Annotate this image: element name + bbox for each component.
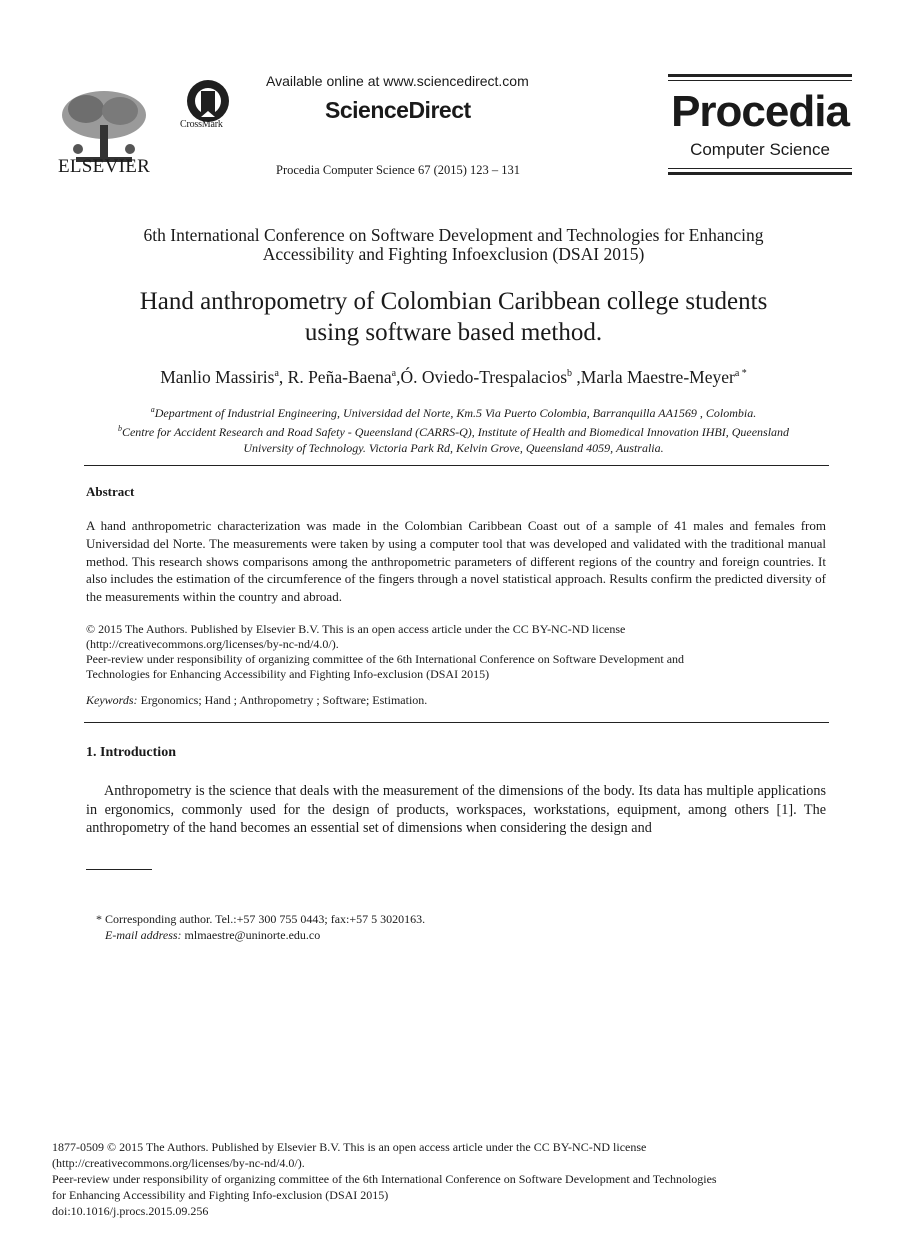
author-affiliation-mark: b — [567, 368, 573, 380]
footer-line-3: Peer-review under responsibility of organizing committee of the 6th International Conference on Software Development and Technologies — [52, 1172, 717, 1186]
footnote-rule — [86, 869, 152, 870]
email-line — [96, 927, 425, 943]
introduction-text: Anthropometry is the science that deals with the measurement of the dimensions of the body. Its data has multiple applications in ergonomics, commonly used for the design of products, workspaces, workstations, equipment, among others [1]. The anthropometry of the hand becomes an essential set of dimensions when considering the design and — [86, 783, 826, 836]
affiliation-b — [60, 421, 847, 440]
affiliation-b-text-2: University of Technology. Victoria Park Rd, Kelvin Grove, Queensland 4059, Australia. — [243, 441, 664, 455]
page-footer — [52, 1139, 812, 1219]
abstract-text: A hand anthropometric characterization was made in the Colombian Caribbean Coast out of a sample of 41 males and females from Universidad del Norte. The measurements were taken by using a computer tool that was developed and validated with the traditional manual method. This research shows comparisons among the anthropometric parameters of different regions of the country and foreign countries. It also includes the estimation of the circumference of the fingers through a novel statistical approach. Results confirm the predicted diversity of the measurements within the country and abroad. — [86, 518, 826, 605]
procedia-top-rule-thin — [668, 80, 852, 81]
footer-line-1: 1877-0509 © 2015 The Authors. Published by Elsevier B.V. This is an open access article under the CC BY-NC-ND license — [52, 1140, 647, 1154]
paper-title-line-2: using software based method. — [304, 319, 603, 346]
author-affiliation-mark: a — [391, 368, 397, 380]
procedia-title: Procedia — [671, 87, 849, 136]
available-online-text: Available online at www.sciencedirect.com — [266, 73, 529, 89]
procedia-subtitle: Computer Science — [690, 140, 830, 159]
abstract-heading: Abstract — [86, 484, 135, 499]
email-label: E-mail address: — [105, 928, 182, 942]
email-address[interactable]: mlmaestre@uninorte.edu.co — [184, 928, 321, 942]
author-name: Marla Maestre-Meyer — [580, 367, 735, 387]
procedia-top-rule — [668, 74, 852, 77]
divider-bottom — [84, 722, 829, 723]
author-name: Manlio Massiris — [160, 367, 275, 387]
author-name: R. Peña-Baena — [287, 367, 392, 387]
keywords-list: Ergonomics; Hand ; Anthropometry ; Software; Estimation. — [140, 693, 428, 707]
paper-title-line-1: Hand anthropometry of Colombian Caribbean college students — [139, 288, 768, 315]
footnote — [96, 911, 425, 943]
keywords — [86, 693, 427, 708]
affiliation-a-text: Department of Industrial Engineering, Universidad del Norte, Km.5 Via Puerto Colombia, Barranquilla AA1569 , Colombia. — [154, 406, 757, 420]
affiliation-a — [60, 402, 847, 421]
footer-line-4: for Enhancing Accessibility and Fighting Info-exclusion (DSAI 2015) — [52, 1188, 389, 1202]
author-affiliation-mark: a — [274, 368, 279, 380]
footer-license-link[interactable]: (http://creativecommons.org/licenses/by-nc-nd/4.0/). — [52, 1156, 305, 1170]
elsevier-wordmark: ELSEVIER — [58, 156, 151, 177]
paper-title — [60, 286, 847, 348]
author-affiliation-mark: a * — [734, 368, 747, 380]
license-line-1: © 2015 The Authors. Published by Elsevier B.V. This is an open access article under the CC BY-NC-ND license — [86, 622, 626, 636]
affiliation-a-mark: a — [150, 405, 155, 414]
corresponding-author-note: * Corresponding author. Tel.:+57 300 755 0443; fax:+57 5 3020163. — [96, 912, 426, 926]
author-name: Ó. Oviedo-Trespalacios — [400, 367, 568, 387]
affiliations — [60, 402, 847, 456]
journal-reference: Procedia Computer Science 67 (2015) 123 – 131 — [276, 163, 521, 177]
procedia-bottom-rule — [668, 172, 852, 175]
sciencedirect-logo[interactable]: ScienceDirect — [325, 97, 471, 123]
peer-review-line-1: Peer-review under responsibility of organizing committee of the 6th International Conference on Software Development and — [86, 652, 685, 666]
license-link[interactable]: (http://creativecommons.org/licenses/by-nc-nd/4.0/). — [86, 637, 339, 651]
conference-line-1: 6th International Conference on Software Development and Technologies for Enhancing — [143, 225, 764, 245]
procedia-logo — [668, 74, 852, 176]
affiliation-b-text-1: Centre for Accident Research and Road Safety - Queensland (CARRS-Q), Institute of Health and Biomedical Innovation IHBI, Queensland — [121, 425, 790, 439]
keywords-label: Keywords: — [86, 693, 138, 707]
conference-name — [60, 226, 847, 264]
license-block — [86, 622, 826, 682]
author-list: Manlio Massiris$^a$, R. Peña-Baena$^a$,Ó. Oviedo-Trespalacios$^b$ ,Marla Maestre-Meyer$^{a *}$ — [160, 367, 747, 387]
footer-doi[interactable]: doi:10.1016/j.procs.2015.09.256 — [52, 1204, 209, 1218]
conference-line-2: Accessibility and Fighting Infoexclusion (DSAI 2015) — [262, 244, 645, 264]
affiliation-b-mark: b — [117, 424, 122, 433]
divider-top — [84, 465, 829, 466]
peer-review-line-2: Technologies for Enhancing Accessibility and Fighting Info-exclusion (DSAI 2015) — [86, 667, 490, 681]
crossmark-label: CrossMark — [180, 119, 223, 130]
introduction-heading: 1. Introduction — [86, 745, 176, 760]
procedia-bottom-rule-thin — [668, 168, 852, 169]
